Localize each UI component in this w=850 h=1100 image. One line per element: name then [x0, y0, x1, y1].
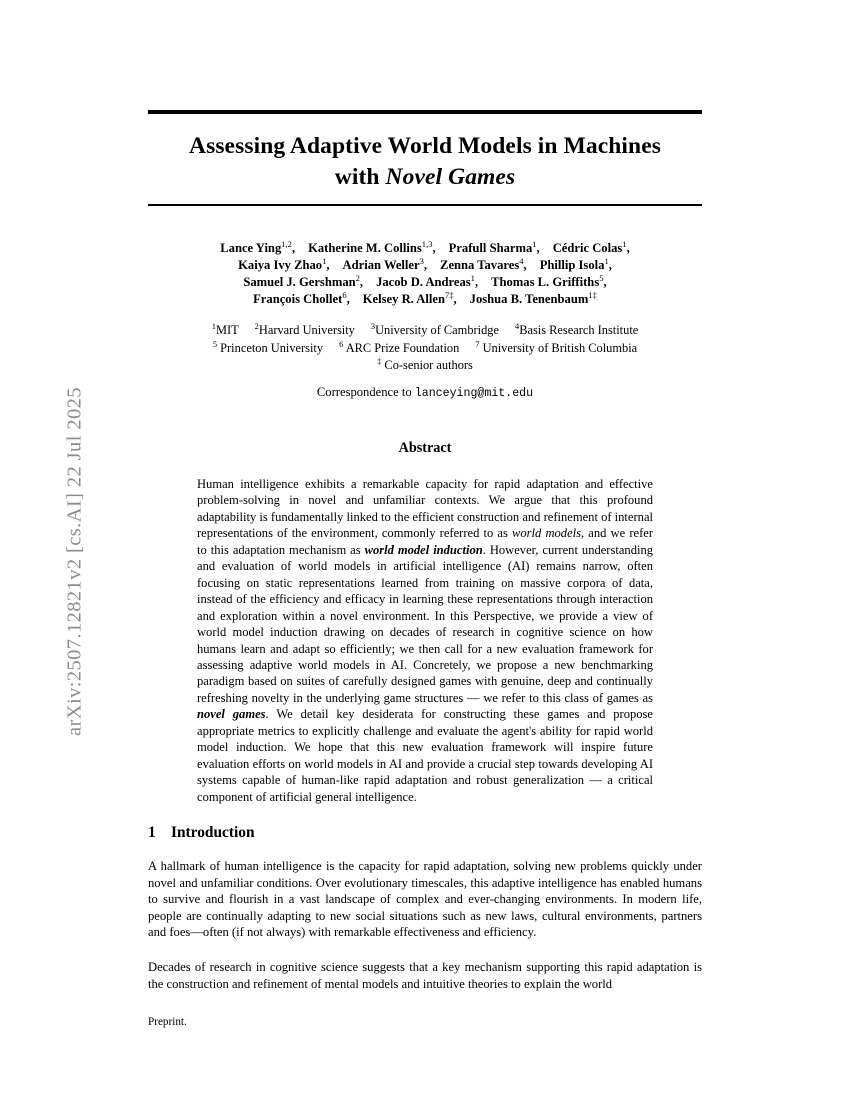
- title-rule-top: [148, 110, 702, 114]
- footer-note: Preprint.: [148, 1016, 187, 1028]
- affiliation-entry: $^5$ Princeton University: [212, 338, 324, 355]
- author-name: Zenna Tavares$^4$,: [440, 255, 527, 272]
- affiliation-note: [148, 357, 702, 375]
- author-name: Lance Ying$^{1,2}$,: [220, 238, 296, 255]
- correspondence-email[interactable]: lanceying@mit.edu: [414, 387, 534, 400]
- correspondence-line: [148, 385, 702, 400]
- author-name: Katherine M. Collins$^{1,3}$,: [308, 238, 436, 255]
- page-title: [148, 131, 702, 193]
- author-row: [148, 240, 702, 257]
- abstract-emphasis-world-model-induction: world model induction: [364, 542, 483, 557]
- affiliation-entry: $^3$University of Cambridge: [370, 320, 499, 337]
- author-name: Cédric Colas$^1$,: [552, 238, 630, 255]
- author-affiliation-marker: 1: [322, 255, 327, 266]
- affiliation-entry: $^6$ ARC Prize Foundation: [339, 338, 460, 355]
- author-affiliation-marker: 2: [355, 272, 360, 283]
- author-affiliation-marker: 1: [604, 255, 609, 266]
- abstract-emphasis-novel-games: novel games: [197, 707, 266, 722]
- author-name: Joshua B. Tenenbaum$^{1\ddagger}$: [469, 289, 597, 306]
- author-name: Samuel J. Gershman$^2$,: [243, 272, 364, 289]
- affiliation-marker: 1: [211, 320, 216, 331]
- abstract-part-1: Human intelligence exhibits a remarkable capacity for rapid adaptation and effective problem-solving in novel and unfamiliar contexts. We argue that this profound adaptability is fundamentally linked to the efficient construction and refinement of internal representations of the environment, commonly referred to as: [197, 477, 653, 541]
- author-affiliation-marker: 7‡: [444, 289, 454, 300]
- abstract-body: [197, 476, 653, 805]
- affiliation-entry: $^2$Harvard University: [254, 320, 355, 337]
- author-affiliation-marker: 1: [622, 238, 627, 249]
- author-name: Kaiya Ivy Zhao$^1$,: [238, 255, 330, 272]
- affiliation-row: [148, 322, 702, 340]
- author-affiliation-marker: 4: [519, 255, 524, 266]
- author-name: Thomas L. Griffiths$^5$,: [491, 272, 607, 289]
- correspondence-label: Correspondence to: [316, 385, 415, 399]
- affiliation-marker: 7: [475, 338, 480, 349]
- author-affiliation-marker: 1‡: [588, 289, 597, 300]
- author-affiliation-marker: 6: [342, 289, 347, 300]
- author-name: Phillip Isola$^1$,: [539, 255, 612, 272]
- author-row: [148, 274, 702, 291]
- title-rule-bottom: [148, 204, 702, 206]
- arxiv-stamp-text: arXiv:2507.12821v2 [cs.AI] 22 Jul 2025: [63, 387, 86, 736]
- author-name: Prafull Sharma$^1$,: [448, 238, 540, 255]
- author-name: Jacob D. Andreas$^1$,: [376, 272, 479, 289]
- intro-paragraph-2: Decades of research in cognitive science suggests that a key mechanism supporting this rapid adaptation is the construction and refinement of mental models and intuitive theories to explain the world: [148, 960, 702, 991]
- affiliation-marker: ‡: [377, 355, 382, 366]
- title-line-1: Assessing Adaptive World Models in Machines: [189, 133, 661, 159]
- abstract-heading: Abstract: [398, 440, 452, 456]
- affiliation-marker: 6: [339, 338, 344, 349]
- author-row: [148, 257, 702, 274]
- author-affiliation-marker: 3: [419, 255, 424, 266]
- author-affiliation-marker: 1,2: [281, 238, 292, 249]
- abstract-part-2: , and we refer to this adaptation mechanism as: [197, 526, 654, 557]
- title-line-2-italic: Novel Games: [385, 164, 516, 190]
- affiliation-marker: 5: [212, 338, 218, 349]
- section-heading-introduction: [148, 824, 702, 842]
- author-name: Adrian Weller$^3$,: [342, 255, 428, 272]
- affiliation-marker: 4: [514, 320, 520, 331]
- affiliation-list: [148, 322, 702, 375]
- paper-page: [148, 0, 702, 1100]
- author-affiliation-marker: 1: [532, 238, 537, 249]
- abstract-part-4: . We detail key desiderata for constructing these games and propose appropriate metrics to explicitly challenge and evaluate the agent's ability for rapid world model induction. We hope that this new evaluation framework will inspire future evaluation efforts on world models in AI and provide a crucial step towards developing AI systems capable of human-like rapid adaptation and robust generalization — a critical component of artificial general intelligence.: [197, 707, 653, 804]
- author-affiliation-marker: 5: [599, 272, 604, 283]
- affiliation-marker: 2: [254, 320, 259, 331]
- author-affiliation-marker: 1: [470, 272, 475, 283]
- affiliation-row: [148, 340, 702, 358]
- author-affiliation-marker: 1,3: [421, 238, 433, 249]
- section-number: 1: [148, 824, 156, 841]
- affiliation-entry: $^4$Basis Research Institute: [514, 320, 639, 337]
- section-title: Introduction: [171, 824, 255, 841]
- author-list: [148, 240, 702, 308]
- author-row: [148, 291, 702, 308]
- intro-paragraph-1: A hallmark of human intelligence is the capacity for rapid adaptation, solving new problems quickly under novel and unfamiliar conditions. Over evolutionary timescales, this adaptive intelligence has enabled humans to survive and flourish in a vast landscape of complex and ever-changing environments. In modern life, people are continually adapting to new social situations such as new laws, cultural environments, partners and foes—often (if not always) with remarkable effectiveness and efficiency.: [148, 859, 702, 940]
- affiliation-entry: $^1$MIT: [211, 320, 239, 337]
- affiliation-marker: 3: [370, 320, 376, 331]
- arxiv-stamp: [0, 0, 100, 1100]
- author-name: Kelsey R. Allen$^{7\ddagger}$,: [362, 289, 457, 306]
- abstract-part-3: . However, current understanding and evaluation of world models in artificial intelligence (AI) remains narrow, often focusing on static representations learned from training on massive corpora of data, instead of the efficiency and efficacy in learning these representations through interaction and exploration within a novel environment. In this Perspective, we provide a view of world model induction drawing on decades of research in cognitive science on how humans learn and adapt so efficiently; we then call for a new evaluation framework for assessing adaptive world models in AI. Concretely, we propose a new benchmarking paradigm based on suites of carefully designed games with genuine, deep and continually refreshing novelty in the underlying game structures — we refer to this class of games as: [197, 542, 653, 705]
- abstract-emphasis-world-models: world models: [512, 526, 582, 541]
- author-name: François Chollet$^6$,: [253, 289, 350, 306]
- affiliation-entry: ‡ Co-senior authors: [377, 355, 473, 372]
- affiliation-entry: $^7$ University of British Columbia: [475, 338, 638, 355]
- title-line-2-prefix: with: [334, 164, 386, 190]
